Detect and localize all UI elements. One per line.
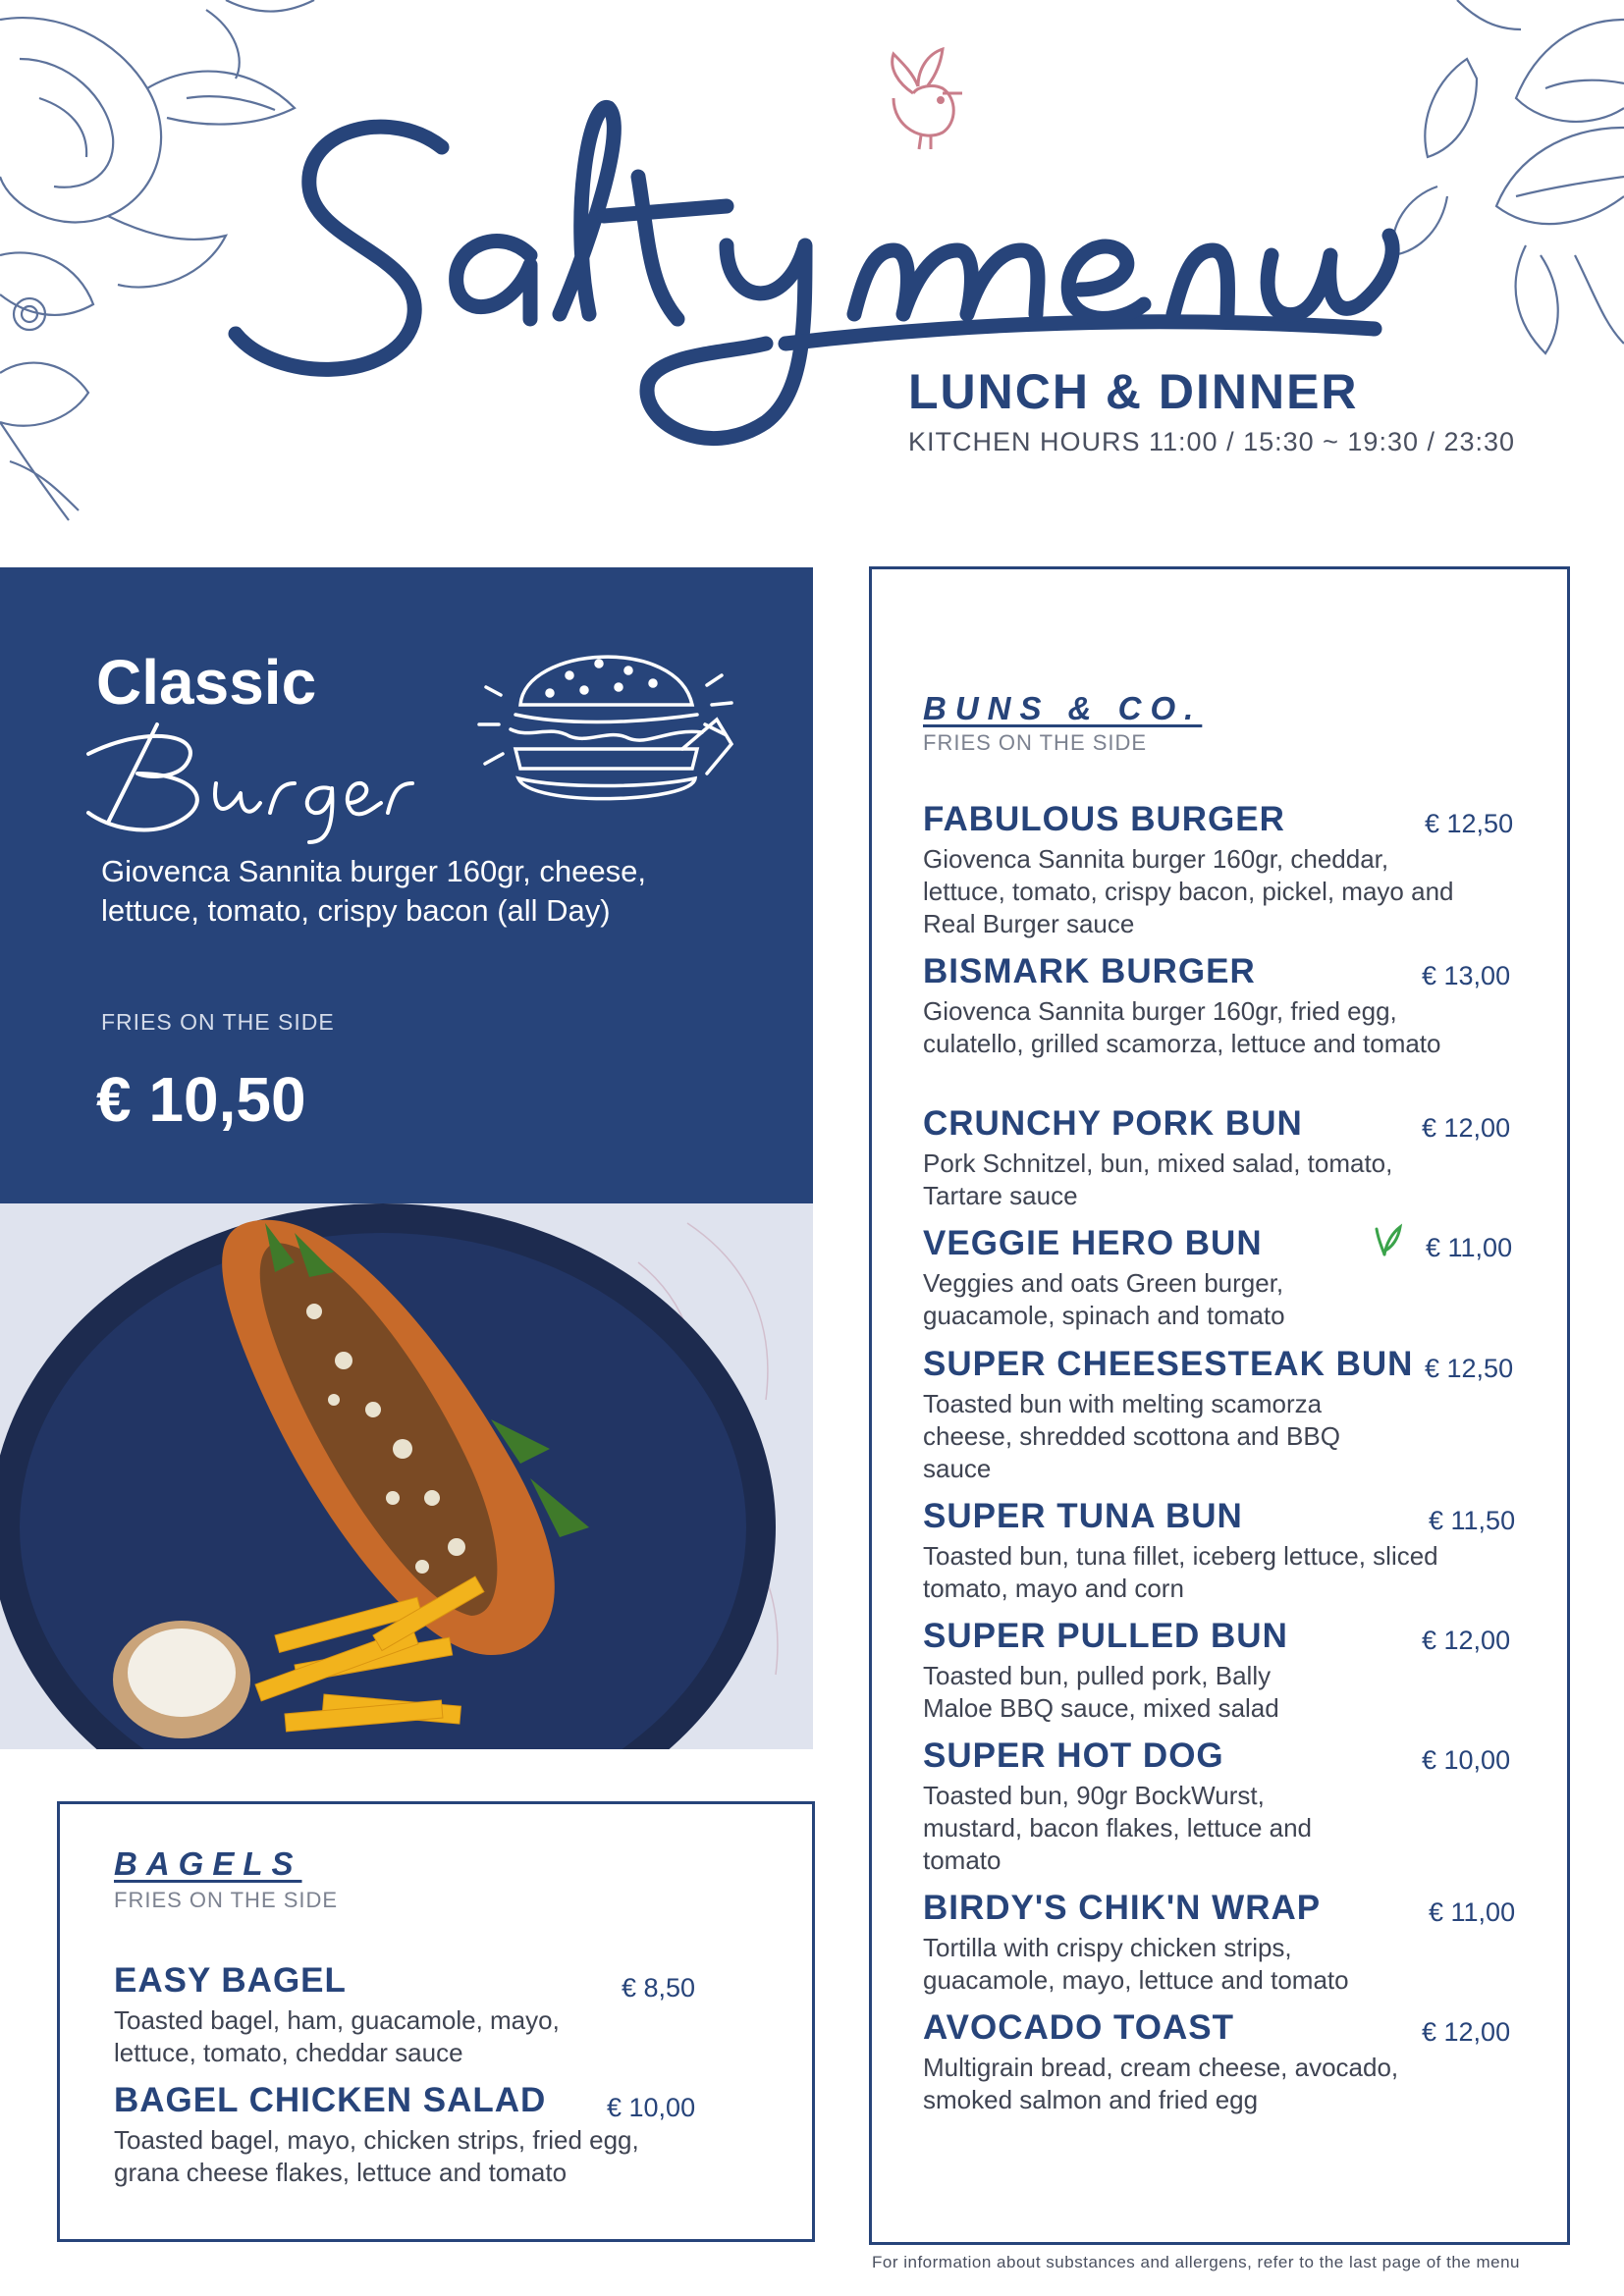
item-name: SUPER CHEESESTEAK BUN xyxy=(923,1345,1414,1383)
item-description: Toasted bagel, mayo, chicken strips, fried egg, grana cheese flakes, lettuce and tomato xyxy=(114,2125,639,2187)
item-price: € 13,00 xyxy=(1422,961,1511,990)
allergen-footnote: For information about substances and allergens, refer to the last page of the menu xyxy=(872,2253,1520,2271)
item-price: € 12,00 xyxy=(1422,2017,1511,2047)
item-description: Toasted bun, tuna fillet, iceberg lettuce, sliced tomato, mayo and corn xyxy=(923,1541,1438,1603)
item-name: BAGEL CHICKEN SALAD xyxy=(114,2081,547,2119)
item-price: € 11,00 xyxy=(1426,1233,1513,1262)
header xyxy=(0,0,1624,550)
item-description: Tortilla with crispy chicken strips, guacamole, mayo, lettuce and tomato xyxy=(923,1933,1349,1995)
item-name: SUPER TUNA BUN xyxy=(923,1497,1243,1535)
item-price: € 8,50 xyxy=(622,1973,696,2002)
hotdog-photo-illustration xyxy=(0,1203,813,1749)
list-item xyxy=(114,1961,703,2069)
item-price: € 11,00 xyxy=(1429,1897,1516,1927)
item-description: Veggies and oats Green burger, guacamole, spinach and tomato xyxy=(923,1268,1285,1330)
list-item xyxy=(923,1345,1473,1485)
item-price: € 12,50 xyxy=(1425,1354,1514,1383)
item-name: CRUNCHY PORK BUN xyxy=(923,1104,1303,1143)
classic-description: Giovenca Sannita burger 160gr, cheese, lettuce, tomato, crispy bacon (all Day) xyxy=(101,854,646,928)
list-item xyxy=(923,952,1473,1060)
bagels-title: BAGELS xyxy=(114,1845,302,1882)
lunch-dinner-subtitle: LUNCH & DINNER xyxy=(908,364,1359,419)
classic-title: Classic xyxy=(96,647,317,718)
list-item xyxy=(923,800,1473,940)
buns-section xyxy=(869,566,1570,2245)
bagels-section xyxy=(57,1801,815,2242)
item-name: SUPER PULLED BUN xyxy=(923,1617,1288,1655)
item-price: € 10,00 xyxy=(607,2093,696,2122)
item-description: Toasted bagel, ham, guacamole, mayo, lettuce, tomato, cheddar sauce xyxy=(114,2005,560,2067)
list-item xyxy=(923,1617,1473,1725)
buns-title: BUNS & CO. xyxy=(923,690,1203,726)
vegan-leaf-icon xyxy=(1371,1223,1404,1258)
item-price: € 12,00 xyxy=(1422,1113,1511,1143)
burger-script-title xyxy=(69,705,432,852)
item-price: € 11,50 xyxy=(1429,1506,1516,1535)
kitchen-hours: KITCHEN HOURS 11:00 / 15:30 ~ 19:30 / 23:30 xyxy=(908,427,1516,456)
item-name: SUPER HOT DOG xyxy=(923,1736,1224,1775)
item-description: Pork Schnitzel, bun, mixed salad, tomato, Tartare sauce xyxy=(923,1148,1393,1210)
bagels-subtitle: FRIES ON THE SIDE xyxy=(114,1888,339,1912)
item-description: Toasted bun, pulled pork, Bally Maloe BBQ sauce, mixed salad xyxy=(923,1661,1279,1723)
classic-burger-panel xyxy=(0,567,813,1203)
list-item xyxy=(923,1497,1473,1605)
item-description: Toasted bun, 90gr BockWurst, mustard, bacon flakes, lettuce and tomato xyxy=(923,1781,1313,1875)
item-name: VEGGIE HERO BUN xyxy=(923,1224,1263,1262)
item-price: € 12,00 xyxy=(1422,1626,1511,1655)
food-photo xyxy=(0,1203,813,1749)
burger-drawing-icon xyxy=(471,626,756,832)
item-price: € 10,00 xyxy=(1422,1745,1511,1775)
list-item xyxy=(923,2008,1473,2116)
list-item xyxy=(923,1889,1473,1997)
list-item xyxy=(923,1104,1473,1212)
item-price: € 12,50 xyxy=(1425,809,1514,838)
item-name: FABULOUS BURGER xyxy=(923,800,1285,838)
item-name: BIRDY'S CHIK'N WRAP xyxy=(923,1889,1322,1927)
item-name: BISMARK BURGER xyxy=(923,952,1256,990)
item-description: Multigrain bread, cream cheese, avocado, smoked salmon and fried egg xyxy=(923,2053,1399,2114)
item-name: AVOCADO TOAST xyxy=(923,2008,1234,2047)
item-description: Toasted bun with melting scamorza cheese, shredded scottona and BBQ sauce xyxy=(923,1389,1340,1483)
list-item xyxy=(923,1736,1473,1877)
classic-side-note: FRIES ON THE SIDE xyxy=(101,1009,335,1035)
item-name: EASY BAGEL xyxy=(114,1961,347,2000)
item-description: Giovenca Sannita burger 160gr, cheddar, lettuce, tomato, crispy bacon, pickel, mayo and Real Burger sauce xyxy=(923,844,1454,938)
buns-subtitle: FRIES ON THE SIDE xyxy=(923,730,1148,755)
burger-script-text: Burger xyxy=(69,705,73,706)
item-description: Giovenca Sannita burger 160gr, fried egg, culatello, grilled scamorza, lettuce and tomato xyxy=(923,996,1441,1058)
classic-price: € 10,50 xyxy=(96,1064,306,1135)
